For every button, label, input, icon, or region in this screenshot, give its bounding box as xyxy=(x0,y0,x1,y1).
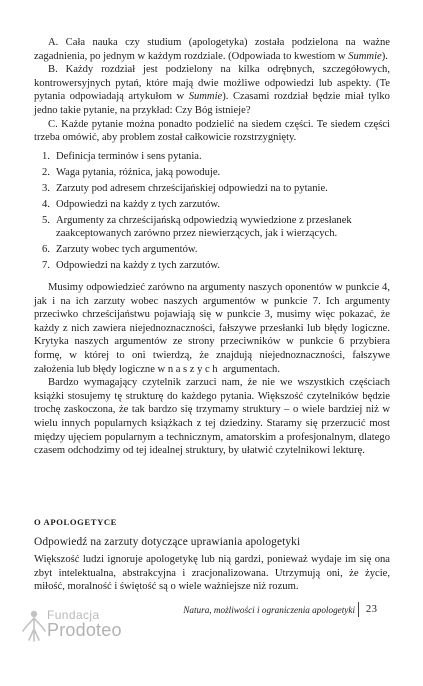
list-item: 7. Odpowiedzi na każdy z tych zarzutów. xyxy=(42,260,221,272)
body-text xyxy=(34,281,390,458)
list-item: 3. Zarzuty pod adresem chrześcijańskiej odpowiedzi na to pytanie. xyxy=(42,182,328,194)
paragraph-b: B. Każdy rozdział jest podzielony na kilka odrębnych, szczegółowych, kontrowersyjnych pytań, które mają dwie możliwe odpowiedzi lub aspekty. (Te pytania odpowiadają artykułom w Summie). Czasami rozdział będzie miał tylko jedno takie pytanie, na przykład: Czy Bóg istnieje? xyxy=(34,64,390,116)
closing-text xyxy=(34,553,390,594)
footer-divider xyxy=(358,602,359,617)
page-number: 23 xyxy=(366,604,378,615)
list-item: 4. Odpowiedzi na każdy z tych zarzutów. xyxy=(42,198,221,210)
list-item: 2. Waga pytania, różnica, jaką powoduje. xyxy=(42,166,221,178)
subsection-heading: Odpowiedź na zarzuty dotyczące uprawiania apologetyki xyxy=(34,536,301,548)
body-paragraph-1: Musimy odpowiedzieć zarówno na argumenty naszych oponentów w punkcie 4, jak i na ich zarzuty wobec naszych argumentów w punkcie 7. Ich argumenty przeciwko chrześcijaństwu pojawiają się w punkcie 3, musimy więc pokazać, że każdy z nich zawiera niejednoznaczności, fałszywe przesłanki lub błędy logiczne. Krytyka naszych argumentów ze strony przeciwników w punkcie 6 przybiera formę, w której to oni twierdzą, że znajdują niejednoznaczności, fałszywe założenia lub błędy logiczne w naszych argumentach. xyxy=(34,282,390,375)
list-item: 5. Argumenty za chrześcijańską odpowiedzią wywiedzione z przesłanek zaakceptowanych zarówno przez niewierzących, jak i wierzących. xyxy=(42,214,352,240)
logo-text-fundacja: Fundacja xyxy=(47,608,100,622)
structure-description xyxy=(34,36,390,275)
person-figure-icon xyxy=(22,609,46,643)
body-paragraph-2: Bardzo wymagający czytelnik zarzuci nam, że nie we wszystkich częściach książki stosujemy tę strukturę do każdego pytania. Większość czytelników będzie trochę zaskoczona, że tak bardzo się trzymamy struktury – o wiele bardziej niż w wielu innych popularnych książkach z tej dziedziny. Staramy się przerzucić most między ujęciem popularnym a technicznym, amatorskim a profesjonalnym, dlatego czasem odchodzimy od tej idealnej struktury, by ułatwić czytelnikowi lekturę. xyxy=(34,377,390,457)
paragraph-a: A. Cała nauka czy studium (apologetyka) została podzielona na ważne zagadnienia, po jednym w każdym rozdziale. (Odpowiada to kwestiom w Summie). xyxy=(34,37,390,62)
list-item: 1. Definicja terminów i sens pytania. xyxy=(42,150,202,162)
running-footer-title: Natura, możliwości i ograniczenia apologetyki xyxy=(183,605,355,615)
closing-paragraph: Większość ludzi ignoruje apologetykę lub nią gardzi, ponieważ wydaje im się ona zbyt intelektualna, abstrakcyjna i zracjonalizowana. Utrzymują oni, że życie, miłość, moralność i świętość są o wiele ważniejsze niż rozum. xyxy=(34,554,390,593)
seven-steps-list xyxy=(34,150,390,273)
paragraph-c: C. Każde pytanie można ponadto podzielić na siedem części. Te siedem części trzeba omówić, aby problem został całkowicie rozstrzygnięty. xyxy=(34,118,390,144)
list-item: 6. Zarzuty wobec tych argumentów. xyxy=(42,244,198,256)
logo-text-prodoteo: Prodoteo xyxy=(47,620,122,640)
publisher-logo xyxy=(22,607,162,647)
section-heading: O APOLOGETYCE xyxy=(34,517,118,527)
